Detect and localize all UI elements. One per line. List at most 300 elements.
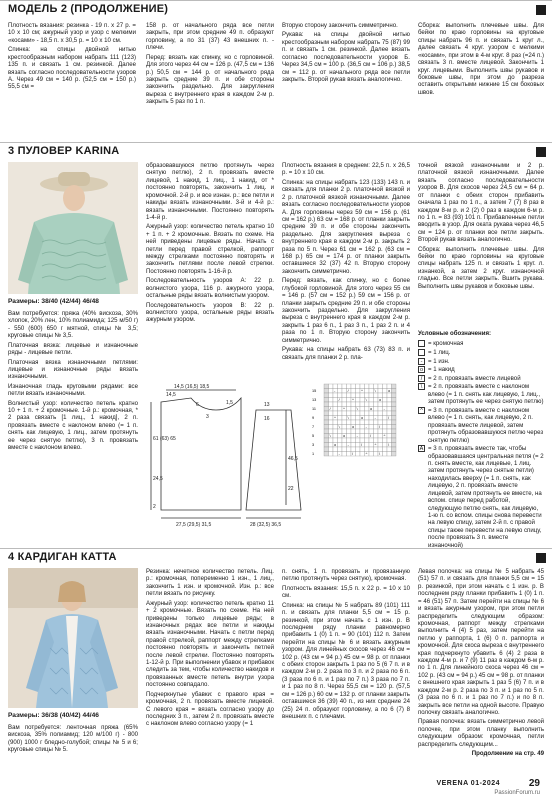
chart-stitch-symbol: ^ — [343, 407, 345, 412]
chart-stitch-symbol: \ — [329, 434, 331, 439]
chart-cell — [374, 434, 379, 439]
chart-cell — [324, 438, 329, 443]
section-header-model2 — [0, 0, 552, 16]
katta-column-4 — [418, 568, 544, 760]
chart-cell — [356, 393, 361, 398]
chart-stitch-symbol: - — [347, 443, 349, 448]
chart-cell — [329, 416, 334, 421]
chart-cell — [392, 443, 397, 448]
chart-cell — [392, 402, 397, 407]
chart-cell — [333, 402, 338, 407]
chart-cell — [383, 420, 388, 425]
paragraph: Платочная вязка изнаночными петлями: лицевые и изнаночные ряды вязать изнаночными. — [8, 358, 138, 381]
chart-cell — [329, 429, 334, 434]
chart-cell — [387, 402, 392, 407]
chart-cell — [356, 416, 364, 421]
chart-cell — [387, 434, 392, 439]
chart-cell — [342, 429, 347, 434]
dim-label: 13 — [264, 402, 270, 408]
chart-cell — [374, 393, 379, 398]
chart-stitch-symbol: - — [356, 434, 358, 439]
legend-symbol-icon: \ — [418, 383, 425, 390]
chart-cell — [374, 411, 379, 416]
chart-cell — [351, 434, 356, 439]
chart-cell — [338, 434, 346, 439]
paragraph: Вам потребуется: пряжа (40% вискоза, 30% хлопок, 20% лен, 10% полиамида; 125 м/50 г) - 550 (600) 650 г мятной, спицы № 3,5; круговые спицы № 3,5. — [8, 310, 138, 340]
pullover-illustration — [8, 162, 138, 294]
chart-cell — [365, 447, 370, 452]
legend-text: = 3 п. провязать вместе с наклоном влево (= 1 п. снять, как лицевую, 2 п. провязать вместе лицевой, затем протянуть образовавшуюся петлю через снятую петлю) — [428, 406, 544, 444]
chart-stitch-symbol: o — [361, 416, 364, 421]
chart-stitch-symbol: / — [370, 434, 372, 439]
chart-cell — [324, 429, 329, 434]
chart-cell — [342, 416, 347, 421]
chart-cell — [378, 384, 383, 389]
dim-label: 27,5 (29,5) 31,5 — [176, 522, 212, 528]
chart-stitch-symbol: \ — [374, 389, 376, 394]
chart-cell — [342, 393, 347, 398]
magazine-brand: VERENA 01-2024 — [436, 780, 500, 787]
legend-item — [418, 358, 544, 365]
chart-cell — [392, 416, 397, 421]
chart-cell — [392, 407, 397, 412]
chart-cell — [378, 434, 383, 439]
chart-cell — [360, 384, 365, 389]
chart-cell — [347, 420, 352, 425]
chart-cell — [338, 447, 343, 452]
legend-text: = 2 п. провязать вместе с наклоном влево (= 1 п. снять как лицевую, 1 лиц., затем протянуть ее через снятую петлю) — [428, 383, 544, 406]
chart-stitch-symbol: - — [383, 407, 385, 412]
cardigan-illustration — [8, 568, 138, 708]
garment-schematic — [146, 380, 306, 530]
paragraph: п. снять, 1 п. провязать и провязанную петлю протянуть через снятую), кромочная. — [282, 568, 410, 583]
chart-row-number: 5 — [312, 433, 315, 438]
chart-cell — [387, 429, 392, 434]
legend-text: = 1 накид — [428, 366, 455, 374]
chart-stitch-symbol: o — [388, 389, 391, 394]
chart-stitch-symbol: \ — [388, 443, 390, 448]
chart-cell — [324, 434, 329, 439]
chart-cell — [333, 447, 338, 452]
chart-stitch-symbol: ^ — [365, 452, 368, 457]
chart-stitch-symbol: o — [379, 398, 382, 403]
karina-column-4 — [418, 162, 544, 292]
legend-item — [418, 366, 544, 373]
chart-cell — [329, 384, 334, 389]
chart-cell — [356, 443, 361, 448]
chart-stitch-symbol: - — [334, 389, 336, 394]
chart-cell — [333, 434, 338, 439]
chart-cell — [383, 452, 388, 457]
chart-cell — [369, 420, 374, 425]
chart-cell — [324, 452, 329, 457]
chart-cell — [333, 384, 338, 389]
chart-cell — [342, 452, 347, 457]
chart-cell — [360, 393, 365, 398]
legend-text: = 1 изн. — [428, 357, 450, 365]
chart-cell — [392, 438, 397, 443]
chart-cell — [383, 393, 388, 398]
dim-label: 6 — [196, 402, 199, 408]
chart-cell — [329, 443, 337, 448]
legend-text: = 1 лиц. — [428, 349, 451, 357]
chart-cell — [387, 393, 392, 398]
legend-text: = кромочная — [428, 340, 464, 348]
chart-cell — [374, 425, 379, 430]
chart-cell — [369, 443, 374, 448]
chart-cell — [342, 443, 347, 448]
chart-cell — [338, 389, 343, 394]
chart-cell — [351, 411, 356, 416]
chart-cell — [324, 384, 329, 389]
chart-cell — [383, 443, 388, 448]
dim-label: 61 (63) 65 — [153, 436, 176, 442]
chart-cell — [387, 425, 392, 430]
paragraph: образовавшуюся петлю протянуть через снятую петлю), 2 п. провязать вместе лицевой, 1 накид, 1 лиц., 1 накид, от * постоянно повторять, закончить 1 лиц. и кромочной. 2-й р. и все изнан. р.: все петли и накиды вязать изнаночными. 3-й и 4-й р.: вязать изнаночными. Постоянно повторять 1-4-й р. — [146, 162, 274, 221]
section-title: МОДЕЛЬ 2 (ПРОДОЛЖЕНИЕ) — [8, 3, 169, 15]
chart-cell — [338, 384, 343, 389]
chart-cell — [333, 420, 338, 425]
chart-cell — [387, 438, 392, 443]
chart-cell — [356, 420, 361, 425]
chart-cell — [392, 389, 397, 394]
chart-stitch-symbol: \ — [356, 407, 358, 412]
chart-cell — [378, 416, 383, 421]
chart-row-number: 11 — [312, 406, 316, 411]
legend-symbol-icon — [418, 340, 425, 347]
chart-cell — [387, 447, 392, 452]
chart-cell — [392, 434, 397, 439]
paragraph: Спинка: на спицы набрать 123 (133) 143 п. и связать для планки 2 р. платочной вязкой и 2 р. платочной вязкой изнаночными. Далее вязать согласно последовательности узоров А. Для горловины через 59 см = 156 р. (61 см = 162 р.) 63 см = 168 р. от планки закрыть средние 39 п. и обе стороны закончить раздельно. Для закругления выреза с внутреннего края в каждом 2-м р. закрыть 2 раза по 5 п. Через 61 см = 162 р. (63 см = 168 р.) 65 см = 174 р. от планки закрыть оставшиеся 32 (37) 42 п. Вторую сторону закончить симметрично. — [282, 178, 410, 275]
chart-row-number: 1 — [312, 451, 315, 456]
paragraph: Резинка: нечетное количество петель. Лиц. р.: кромочная, попеременно 1 изн., 1 лиц., закончить 1 изн. и кромочной. Изн. р.: все петли вязать по рисунку. — [146, 568, 274, 598]
chart-cell — [333, 407, 338, 412]
paragraph: Платочная вязка: лицевые и изнаночные ряды - лицевые петли. — [8, 341, 138, 357]
chart-cell — [383, 411, 388, 416]
corner-marker — [536, 5, 546, 15]
chart-cell — [369, 384, 374, 389]
chart-cell — [369, 447, 374, 452]
paragraph: Спинка: на спицы № 5 набрать 89 (101) 111 п. и связать для планки 5,5 см = 15 р. резинкой, при этом начать с 1 изн. р. В последнем ряду планки равномерно прибавить 1 (0) 1 п. = 90 (101) 112 п. Затем перейти на спицы № 6 и вязать ажурным узором. Для линейных скосов через 46 см = 102 р. (43 см = 94 р.) 45 см = 98 р. от планки с обеих сторон закрыть 1 раз по 5 (6 7 п. и в каждом 2-м р. 2 раза по 3 п. и 2 раза по 6 п. (3 раза по 6 п. и 1 раз по 7 п.) 3 раза по 7 п. и 1 раз по 8 п. Через 55,5 см = 120 р. (57,5 см = 126 р.) 60 см = 132 р. от планки закрыть оставшиеся 36 (39) 40 п., из них средние 24 (25) 24 п. образуют горловину, а по 6 (7) 8 внешних п. с плечами. — [282, 601, 410, 721]
chart-cell — [342, 389, 347, 394]
katta-column-2 — [146, 568, 274, 730]
chart-cell — [347, 447, 352, 452]
dim-label: 46,5 — [288, 456, 298, 462]
chart-cell — [342, 384, 347, 389]
chart-cell — [347, 425, 355, 430]
legend-symbol-icon: / — [418, 375, 425, 382]
dim-label: 22 — [288, 486, 294, 492]
chart-row-number: 7 — [312, 424, 315, 429]
chart-cell — [378, 402, 383, 407]
chart-cell — [392, 425, 397, 430]
chart-cell — [329, 411, 334, 416]
chart-cell — [333, 429, 338, 434]
chart-cell — [374, 402, 379, 407]
chart-cell — [351, 407, 356, 412]
chart-cell — [329, 420, 334, 425]
chart-cell — [369, 411, 374, 416]
dim-label: 14,5 — [166, 392, 176, 398]
katta-left-column — [8, 724, 138, 756]
chart-cell — [378, 389, 383, 394]
chart-cell — [338, 429, 343, 434]
chart-cell — [374, 429, 379, 434]
chart-cell — [351, 416, 356, 421]
chart-stitch-symbol: / — [329, 407, 331, 412]
chart-stitch-symbol: - — [365, 425, 367, 430]
legend-text: = 3 п. провязать вместе так, чтобы образовавшаяся центральная петля (= 2 п. снять вместе, как лицевые, 1 лиц. затем протянуть через снятые петли) находилась вверху (= 1 п. снять, как лицевую, 2 п. провязать вместе лицевой, затем протянуть ее вместе, на вспом. спице перед работой, следующую петлю снять, как лицевую, 1-ю п. со вспом. спицы снова перевести на левую спицу, затем 2-й п. с правой спицы также перевести на левую спицу, после провязать 3 п. вместе изнаночной) — [428, 445, 544, 549]
chart-cell — [365, 407, 373, 412]
chart-cell — [365, 384, 370, 389]
knitting-chart — [312, 382, 408, 466]
chart-cell — [365, 429, 370, 434]
chart-cell — [356, 429, 361, 434]
chart-cell — [378, 438, 383, 443]
chart-cell — [324, 398, 329, 403]
dim-label: 16 — [264, 416, 270, 422]
chart-cell — [365, 389, 370, 394]
paragraph: Сборка: выполнить плечевые швы. Для бейки по краю горловины на круговые спицы набрать 96 п. и связать 1 круг л., далее связать 4 круг. узором с мелкими «косами», при этом в 4-м круг. 8 раз (=24 п.) связать 3 п. вместе лицевой. Закончить 1 круг. лицевыми. Выполнить швы рукавов и боковые швы, при этом до разреза оставить открытыми нижние 15 см боковых швов. — [418, 22, 544, 96]
chart-stitch-symbol: ^ — [383, 434, 386, 439]
chart-cell — [369, 393, 374, 398]
chart-cell — [378, 443, 383, 448]
legend-item — [418, 407, 544, 444]
chart-row-number: 9 — [312, 415, 315, 420]
legend-list — [418, 340, 544, 549]
paragraph: Перед: вязать как спинку, но с горловиной. Для этого через 44 см = 126 р. (47,5 см = 136 р.) 50,5 см = 144 р. от начального ряда закрыть средние 39 п. и обе стороны закончить раздельно. Для закругления выреза с внутреннего края в каждом 2-м р. закрыть 5 раз по 1 п. — [146, 53, 274, 106]
paragraph: Плотность вязания в среднем: 22,5 п. x 26,5 р. = 10 x 10 см. — [282, 162, 410, 177]
chart-stitch-symbol: o — [370, 407, 373, 412]
legend-symbol-icon: o — [419, 367, 424, 374]
knitting-chart-grid — [312, 382, 408, 466]
paragraph: Подчеркнутые убавки: с правого края = кромочная, 2 п. провязать вместе лицевой. С левого края = вязать согласно узору до последних 3 п., затем 2 п. провязать вместе с наклоном влево согласно узору (= 1 — [146, 690, 274, 728]
paragraph: Последовательность узоров А: 22 р. волнистого узора, 116 р. ажурного узора, остальные ряды вязать волнистым узором. — [146, 277, 274, 300]
chart-cell — [360, 420, 365, 425]
chart-cell — [324, 393, 329, 398]
continued-note: Продолжение на стр. 49 — [471, 750, 544, 758]
chart-cell — [338, 407, 343, 412]
chart-cell — [387, 398, 392, 403]
paragraph: Изнаночная гладь круговыми рядами: все петли вязать изнаночными. — [8, 382, 138, 398]
chart-cell — [342, 402, 347, 407]
chart-cell — [356, 411, 361, 416]
chart-cell — [374, 398, 382, 403]
paragraph: Вторую сторону закончить симметрично. — [282, 22, 398, 29]
chart-cell — [383, 438, 388, 443]
chart-cell — [378, 411, 383, 416]
chart-stitch-symbol: / — [379, 425, 381, 430]
legend-item — [418, 445, 544, 549]
karina-sizes: Размеры: 38/40 (42/44) 46/48 — [8, 298, 99, 305]
dim-label: 1,5 — [226, 400, 233, 406]
paragraph: Вам потребуется: ленточная пряжа (65% вискоза, 35% полиамид; 120 м/100 г) - 800 (900) 1000 г бледно-голубой; спицы № 5 и 6; круговые спицы № 5. — [8, 724, 138, 754]
chart-stitch-symbol: \ — [347, 416, 349, 421]
paragraph: Рукава: на спицы набрать 63 (73) 83 п. и связать для планки 2 р. пла- — [282, 346, 410, 361]
paragraph: Ажурный узор: количество петель кратно 10 + 1 п. + 2 кромочные. Вязать по схеме. На ней приведены лицевые ряды. Начать с петли перед правой стрелкой, раппорт между стрелками постоянно повторять и закончить петлями после левой стрелки. Постоянно повторять 1-16-й р. — [146, 223, 274, 275]
chart-cell — [333, 393, 338, 398]
chart-cell — [347, 398, 352, 403]
paragraph: точной вязкой изнаночными и 2 р. платочной вязкой изнаночными. Далее вязать согласно последовательности узоров В. Для скосов через 24,5 см = 64 р. от планки с обеих сторон прибавить сначала 1 раз по 1 п., а затем 7 (7) 8 раз в каждом 8-м р. и 2 (2) 0 раз в каждом 6-м р. по 1 п. = 83 (93) 101 п. Прибавленные петли вводить в узор. Для оката рукава через 46,5 см = 124 р. от планки все петли закрыть. Второй рукав вязать аналогично. — [418, 162, 544, 244]
karina-left-column — [8, 310, 138, 454]
chart-cell — [360, 452, 365, 457]
chart-cell — [378, 447, 383, 452]
chart-cell — [351, 447, 356, 452]
chart-cell — [356, 384, 361, 389]
chart-cell — [374, 438, 379, 443]
chart-cell — [347, 411, 352, 416]
chart-row-number: 15 — [312, 388, 317, 393]
chart-stitch-symbol: o — [343, 434, 346, 439]
chart-cell — [356, 438, 361, 443]
chart-cell — [347, 402, 352, 407]
chart-cell — [333, 411, 338, 416]
chart-stitch-symbol: \ — [365, 398, 367, 403]
chart-cell — [378, 393, 383, 398]
chart-row-number: 3 — [312, 442, 315, 447]
chart-cell — [329, 452, 334, 457]
paragraph: Волнистый узор: количество петель кратно 10 + 1 п. + 2 кромочные. 1-й р.: кромочная, * 2 раза связать [1 лиц., 1 накид], 2 п. провязать вместе с наклоном влево (= 1 п. снять как лицевую, 1 лиц., затем протянуть ее через снятую петлю), 3 п. провязать вместе с наклоном влево. — [8, 399, 138, 452]
chart-cell — [324, 411, 329, 416]
legend-item — [418, 383, 544, 405]
chart-cell — [333, 425, 338, 430]
chart-cell — [369, 429, 374, 434]
chart-cell — [342, 411, 347, 416]
chart-cell — [374, 420, 379, 425]
chart-cell — [347, 393, 352, 398]
chart-stitch-symbol: ^ — [352, 398, 354, 403]
chart-cell — [329, 398, 334, 403]
pullover-photo — [8, 162, 138, 294]
chart-cell — [329, 447, 334, 452]
chart-cell — [333, 398, 338, 403]
chart-cell — [356, 389, 361, 394]
chart-cell — [369, 425, 374, 430]
paragraph: 158 р. от начального ряда все петли закрыть, при этом средние 49 п. образуют горловину, а по 31 (37) 43 внешних п. - плечи. — [146, 22, 274, 52]
chart-cell — [392, 420, 397, 425]
dim-label: 14,5 (16,5) 18,5 — [174, 384, 210, 390]
chart-cell — [338, 402, 343, 407]
chart-cell — [374, 452, 379, 457]
chart-stitch-symbol: o — [352, 425, 355, 430]
paragraph: Правая полочка: вязать симметрично левой полочке, при этом планку выполнить следующим образом: кромочная, петли распределить следующим... — [418, 718, 544, 748]
model2-column-1 — [8, 22, 136, 93]
dim-label: 3 — [206, 414, 209, 420]
chart-cell — [347, 407, 352, 412]
chart-stitch-symbol: \ — [338, 425, 340, 430]
chart-cell — [338, 443, 343, 448]
page-footer — [300, 778, 540, 794]
chart-stitch-symbol: / — [388, 416, 390, 421]
chart-cell — [360, 447, 365, 452]
chart-cell — [329, 389, 334, 394]
chart-cell — [383, 389, 391, 394]
chart-cell — [333, 452, 338, 457]
paragraph: Ажурный узор: количество петель кратно 11 + 2 кромочные. Вязать по схеме. На ней приведены только лицевые ряды; в изнаночных рядах все петли и накиды вязать изнаночными. Начать с петли перед правой стрелкой, раппорт между стрелками постоянно повторять и закончить петлей после левой стрелки. Постоянно повторять 1-12-й р. При выполнении убавок и прибавок следить за тем, чтобы количество накидов и провязанных вместе петель внутри узора постоянно совпадало. — [146, 599, 274, 689]
chart-cell — [392, 384, 397, 389]
chart-stitch-symbol: ^ — [334, 416, 336, 421]
chart-cell — [365, 420, 370, 425]
chart-cell — [392, 398, 397, 403]
chart-cell — [342, 438, 347, 443]
paragraph: Спинка: на спицы двойной нитью крестообразным набором набрать 111 (123) 135 п. и связать 1 см. резинкой. Далее вязать согласно последовательности узоров А. Через 49 см = 140 р. (52,5 см = 150 р.) 55,5 см = — [8, 46, 136, 91]
page-number: 29 — [528, 778, 540, 789]
chart-stitch-symbol: - — [338, 452, 340, 457]
chart-cell — [383, 402, 388, 407]
chart-cell — [383, 447, 388, 452]
chart-stitch-symbol: o — [334, 443, 337, 448]
chart-legend — [418, 330, 544, 550]
chart-cell — [360, 434, 365, 439]
section-title: 3 ПУЛОВЕР KARINA — [8, 145, 120, 157]
chart-cell — [347, 384, 352, 389]
paragraph: Последовательность узоров В: 22 р. волнистого узора, остальные ряды вязать ажурным узором. — [146, 301, 274, 324]
chart-stitch-symbol: / — [361, 443, 363, 448]
schematic-drawing — [146, 380, 306, 530]
chart-cell — [374, 407, 379, 412]
chart-cell — [360, 429, 365, 434]
legend-item — [418, 340, 544, 347]
legend-symbol-icon: ^ — [418, 407, 425, 414]
chart-cell — [329, 438, 334, 443]
karina-column-3 — [282, 162, 410, 363]
chart-cell — [324, 420, 329, 425]
chart-cell — [347, 452, 352, 457]
model2-column-2 — [146, 22, 274, 108]
chart-cell — [383, 425, 388, 430]
chart-cell — [369, 452, 374, 457]
chart-cell — [383, 429, 388, 434]
chart-cell — [374, 447, 379, 452]
section-header-katta — [0, 548, 552, 564]
chart-cell — [356, 447, 361, 452]
chart-stitch-symbol: ^ — [361, 389, 363, 394]
chart-cell — [360, 398, 365, 403]
cardigan-photo — [8, 568, 138, 708]
legend-text: = 2 п. провязать вместе лицевой — [428, 374, 521, 382]
chart-cell — [342, 398, 347, 403]
chart-cell — [392, 429, 397, 434]
chart-cell — [329, 425, 334, 430]
chart-cell — [324, 447, 329, 452]
chart-cell — [342, 425, 347, 430]
chart-cell — [347, 438, 352, 443]
chart-cell — [369, 402, 374, 407]
chart-cell — [360, 402, 365, 407]
chart-cell — [365, 438, 370, 443]
chart-cell — [324, 389, 329, 394]
chart-cell — [392, 393, 397, 398]
legend-title: Условные обозначения: — [418, 330, 492, 337]
chart-cell — [360, 411, 365, 416]
chart-stitch-symbol: / — [352, 452, 354, 457]
chart-cell — [356, 402, 361, 407]
chart-stitch-symbol: \ — [379, 452, 381, 457]
chart-cell — [374, 384, 379, 389]
chart-stitch-symbol: / — [338, 398, 340, 403]
chart-cell — [392, 452, 397, 457]
chart-cell — [351, 443, 356, 448]
chart-cell — [378, 420, 383, 425]
legend-symbol-icon — [418, 349, 425, 356]
chart-cell — [378, 429, 383, 434]
chart-cell — [383, 416, 388, 421]
legend-symbol-icon: - — [418, 358, 425, 365]
chart-cell — [387, 407, 392, 412]
chart-cell — [383, 398, 388, 403]
paragraph: Перед: вязать, как спинку, но с более глубокой горловиной. Для этого через 55 см = 146 р. (57 см = 152 р.) 59 см = 156 р. от планки закрыть средние 29 п. и обе стороны закончить раздельно. Для закругления выреза с внутреннего края в каждом 2-м р. закрыть 1 раз 6 п., 1 раз 3 п., 1 раз 2 п. и 4 раза по 1 п. Вторую сторону закончить симметрично. — [282, 277, 410, 344]
chart-cell — [342, 420, 347, 425]
